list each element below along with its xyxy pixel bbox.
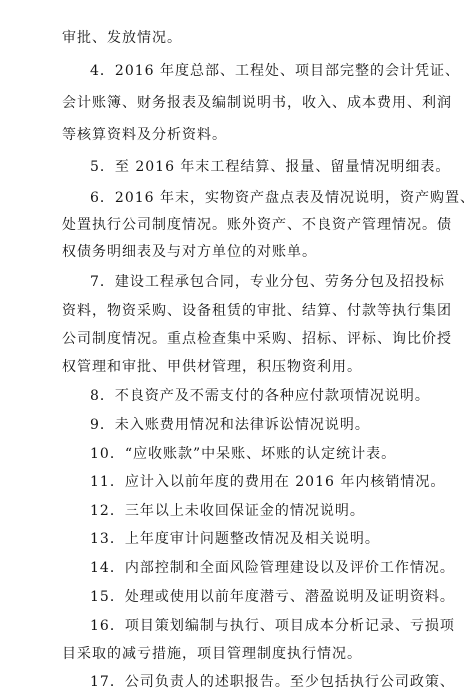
text-line: 会计账簿、财务报表及编制说明书，收入、成本费用、利润 — [62, 95, 452, 111]
text-line: 14．内部控制和全面风险管理建设以及评价工作情况。 — [90, 560, 455, 576]
text-line: 公司制度情况。重点检查集中采购、招标、评标、询比价授 — [62, 331, 452, 347]
text-line: 17．公司负责人的述职报告。至少包括执行公司政策、 — [90, 674, 455, 690]
text-line: 等核算资料及分析资料。 — [62, 127, 227, 143]
text-line: 处置执行公司制度情况。账外资产、不良资产管理情况。债 — [62, 217, 452, 233]
text-line: 16．项目策划编制与执行、项目成本分析记录、亏损项 — [90, 618, 455, 634]
text-line: 9．未入账费用情况和法律诉讼情况说明。 — [90, 417, 370, 433]
text-line: 资料，物资采购、设备租赁的审批、结算、付款等执行集团 — [62, 303, 452, 319]
text-line: 权债务明细表及与对方单位的对账单。 — [62, 244, 317, 260]
text-line: 权管理和审批、甲供材管理，积压物资利用。 — [62, 359, 362, 375]
text-line: 5．至 2016 年末工程结算、报量、留量情况明细表。 — [90, 159, 451, 175]
text-line: 13．上年度审计问题整改情况及相关说明。 — [90, 531, 380, 547]
text-line: 4．2016 年度总部、工程处、项目部完整的会计凭证、 — [90, 63, 460, 79]
text-line: 11．应计入以前年度的费用在 2016 年内核销情况。 — [90, 474, 446, 490]
text-line: 7．建设工程承包合同，专业分包、劳务分包及招投标 — [90, 274, 445, 290]
text-line: 8．不良资产及不需支付的各种应付款项情况说明。 — [90, 388, 430, 404]
text-line: 15．处理或使用以前年度潜亏、潜盈说明及证明资料。 — [90, 589, 455, 605]
text-line: 6．2016 年末，实物资产盘点表及情况说明，资产购置、 — [90, 190, 475, 206]
text-line: 12．三年以上未收回保证金的情况说明。 — [90, 503, 365, 519]
text-line: 审批、发放情况。 — [62, 30, 182, 46]
text-line: 目采取的减亏措施，项目管理制度执行情况。 — [62, 646, 362, 662]
text-line: 10．“应收账款”中呆账、坏账的认定统计表。 — [90, 446, 397, 462]
